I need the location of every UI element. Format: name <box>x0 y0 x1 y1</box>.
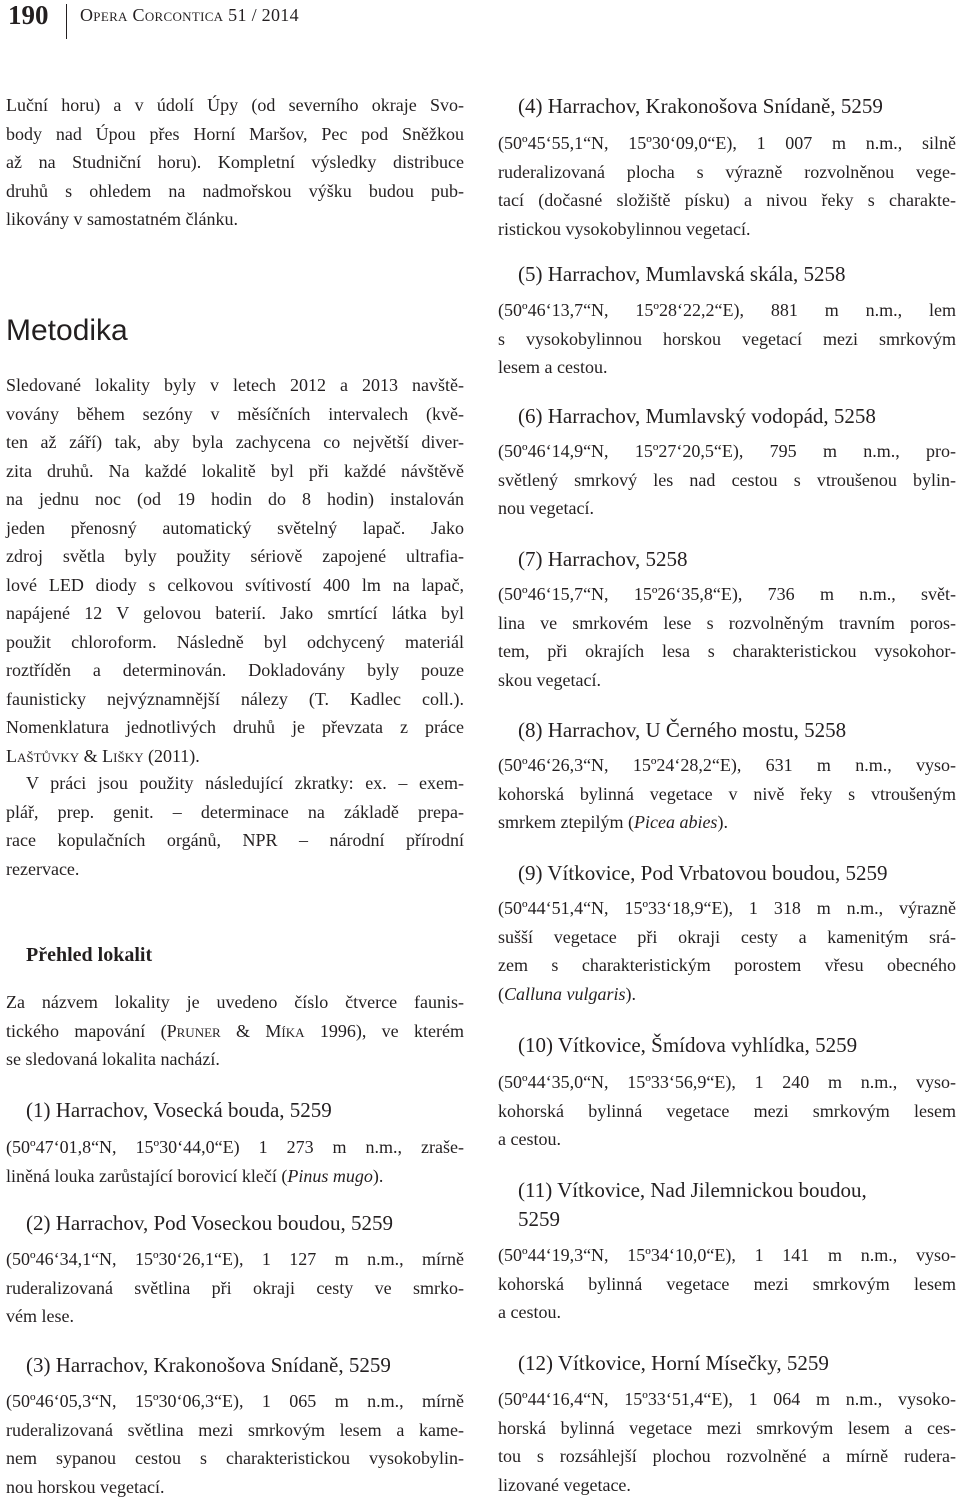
text-line: likovány v samostatném článku. <box>6 205 464 234</box>
text-line: kohorská bylinná vegetace mezi smrkovým lesem <box>498 1097 956 1126</box>
author-lastuvky: Laštůvky <box>6 746 79 766</box>
text-line: kohorská bylinná vegetace v nivě řeky s vtroušeným <box>498 780 956 809</box>
text-line: jeden přenosný automatický světelný lapač. Jako <box>6 514 464 543</box>
text-line: plář, prep. genit. – determinace na základě prepa- <box>6 798 464 827</box>
text-fragment: smrkem ztepilým ( <box>498 812 634 832</box>
text-fragment: ). <box>717 812 728 832</box>
text-line: nou vegetací. <box>498 494 956 523</box>
text-line: faunisticky nejvýznamnější nálezy (T. Kadlec coll.). <box>6 685 464 714</box>
locality-12-title: (12) Vítkovice, Horní Mísečky, 5259 <box>518 1349 829 1378</box>
text-line <box>498 808 956 837</box>
text-line: (50º46‘05,3“N, 15º30‘06,3“E), 1 065 m n.m., mírně <box>6 1387 464 1416</box>
species-name: Picea abies <box>634 812 717 832</box>
locality-6-title: (6) Harrachov, Mumlavský vodopád, 5258 <box>518 402 876 431</box>
text-line: (50º45‘55,1“N, 15º30‘09,0“E), 1 007 m n.m., silně <box>498 129 956 158</box>
text-fragment: ). <box>626 984 637 1004</box>
text-line: a cestou. <box>498 1298 956 1327</box>
header-divider <box>66 4 67 39</box>
citation-year: (2011). <box>148 746 200 766</box>
section-heading-prehled: Přehled lokalit <box>26 941 152 969</box>
text-line: světlený smrkový les nad cestou s vtroušenou bylin- <box>498 466 956 495</box>
locality-2-title: (2) Harrachov, Pod Voseckou boudou, 5259 <box>26 1209 393 1238</box>
text-line: a cestou. <box>498 1125 956 1154</box>
abbreviations-paragraph <box>6 769 464 883</box>
locality-8-title: (8) Harrachov, U Černého mostu, 5258 <box>518 716 846 745</box>
section-heading-metodika: Metodika <box>6 313 128 349</box>
text-line: (50º44‘35,0“N, 15º33‘56,9“E), 1 240 m n.m., vyso- <box>498 1068 956 1097</box>
text-line: až na Studniční horu). Kompletní výsledky distribuce <box>6 148 464 177</box>
text-line: na jednu noc (od 19 hodin do 8 hodin) instalován <box>6 485 464 514</box>
text-line: nou horskou vegetací. <box>6 1473 464 1501</box>
locality-11-description <box>498 1241 956 1327</box>
metodika-paragraph <box>6 371 464 770</box>
text-line: (50º47‘01,8“N, 15º30‘44,0“E) 1 273 m n.m., zraše- <box>6 1133 464 1162</box>
text-fragment: 1996), ve kterém <box>305 1021 464 1041</box>
locality-5-title: (5) Harrachov, Mumlavská skála, 5258 <box>518 260 846 289</box>
locality-4-title: (4) Harrachov, Krakonošova Snídaně, 5259 <box>518 92 883 121</box>
text-line: body nad Úpou přes Horní Maršov, Pec pod Sněžkou <box>6 120 464 149</box>
locality-10-description <box>498 1068 956 1154</box>
journal-title: Opera Corcontica 51 / 2014 <box>80 3 299 27</box>
text-line: ruderalizovaná světlina při okraji cesty ve smrko- <box>6 1274 464 1303</box>
text-line <box>6 1162 464 1191</box>
locality-11-title: (11) Vítkovice, Nad Jilemnickou boudou, <box>518 1176 867 1205</box>
text-line: race kopulačních orgánů, NPR – národní přírodní <box>6 826 464 855</box>
author-lisky: Lišky <box>102 746 143 766</box>
locality-12-description <box>498 1385 956 1499</box>
text-line: ristickou vysokobylinnou vegetací. <box>498 215 956 244</box>
text-line: (50º46‘26,3“N, 15º24‘28,2“E), 631 m n.m., vyso- <box>498 751 956 780</box>
ampersand: & <box>84 746 98 766</box>
citation-line <box>6 742 464 771</box>
locality-11-title-cont: 5259 <box>518 1205 560 1234</box>
text-line: (50º46‘15,7“N, 15º26‘35,8“E), 736 m n.m., svět- <box>498 580 956 609</box>
page-number: 190 <box>8 0 49 30</box>
text-line: skou vegetací. <box>498 666 956 695</box>
text-fragment: ). <box>373 1166 384 1186</box>
locality-8-description <box>498 751 956 837</box>
text-line: (50º44‘51,4“N, 15º33‘18,9“E), 1 318 m n.m., výrazně <box>498 894 956 923</box>
text-line: tou s rozsáhlejší plochou rozvolněné a mírně rudera- <box>498 1442 956 1471</box>
intro-paragraph <box>6 91 464 234</box>
ampersand: & <box>221 1021 266 1041</box>
locality-9-title: (9) Vítkovice, Pod Vrbatovou boudou, 5259 <box>518 859 888 888</box>
text-line: tací (dočasné složiště písku) a nivou řeky s charakte- <box>498 186 956 215</box>
text-line: horská bylinná vegetace mezi smrkovým lesem a ces- <box>498 1414 956 1443</box>
author-mika: Míka <box>265 1021 304 1041</box>
locality-5-description <box>498 296 956 382</box>
text-line: rezervace. <box>6 855 464 884</box>
text-line: (50º44‘16,4“N, 15º33‘51,4“E), 1 064 m n.m., vysoko- <box>498 1385 956 1414</box>
locality-1-title: (1) Harrachov, Vosecká bouda, 5259 <box>26 1096 332 1125</box>
text-line: (50º46‘13,7“N, 15º28‘22,2“E), 881 m n.m., lem <box>498 296 956 325</box>
text-line: kohorská bylinná vegetace mezi smrkovým lesem <box>498 1270 956 1299</box>
locality-6-description <box>498 437 956 523</box>
text-fragment: tického mapování ( <box>6 1021 167 1041</box>
text-line: vém lese. <box>6 1302 464 1331</box>
species-name: Pinus mugo <box>287 1166 373 1186</box>
text-line: napájené 12 V gelovou baterií. Jako smrtící látka byl <box>6 599 464 628</box>
text-fragment: ( <box>498 984 504 1004</box>
text-line: lové LED diody s celkovou svítivostí 400 lm na lapač, <box>6 571 464 600</box>
text-line: použit chloroform. Následně byl odchycený materiál <box>6 628 464 657</box>
text-line: sušší vegetace při okraji cesty a kamenitým srá- <box>498 923 956 952</box>
text-line: (50º46‘14,9“N, 15º27‘20,5“E), 795 m n.m., pro- <box>498 437 956 466</box>
text-line: roztříděn a determinován. Dokladovány byly pouze <box>6 656 464 685</box>
locality-1-description <box>6 1133 464 1190</box>
text-line: ruderalizovaná plocha s výrazně rozvolněnou vege- <box>498 158 956 187</box>
text-line: lesem a cestou. <box>498 353 956 382</box>
text-line: nem sypanou cestou s charakteristickou vysokobylin- <box>6 1444 464 1473</box>
text-line: s vysokobylinnou horskou vegetací mezi smrkovým <box>498 325 956 354</box>
text-line: Luční horu) a v údolí Úpy (od severního okraje Svo- <box>6 91 464 120</box>
prehled-paragraph <box>6 988 464 1074</box>
text-line: lizované vegetace. <box>498 1471 956 1500</box>
text-line: lina ve smrkovém lese s rozvolněným travním poros- <box>498 609 956 638</box>
text-line: Nomenklatura jednotlivých druhů je převzata z práce <box>6 713 464 742</box>
text-line: tem, při okrajích lesa s charakteristickou vysokohor- <box>498 637 956 666</box>
locality-7-title: (7) Harrachov, 5258 <box>518 545 688 574</box>
locality-4-description <box>498 129 956 243</box>
text-line: zem s charakteristickým porostem vřesu obecného <box>498 951 956 980</box>
locality-3-description <box>6 1387 464 1501</box>
text-line: druhů s ohledem na nadmořskou výšku budou pub- <box>6 177 464 206</box>
locality-9-description <box>498 894 956 1008</box>
text-line: Za názvem lokality je uvedeno číslo čtverce faunis- <box>6 988 464 1017</box>
page-header <box>0 0 960 50</box>
text-line: se sledovaná lokalita nachází. <box>6 1045 464 1074</box>
text-line: (50º46‘34,1“N, 15º30‘26,1“E), 1 127 m n.m., mírně <box>6 1245 464 1274</box>
locality-10-title: (10) Vítkovice, Šmídova vyhlídka, 5259 <box>518 1031 857 1060</box>
text-line: V práci jsou použity následující zkratky: ex. – exem- <box>6 769 464 798</box>
text-line: ruderalizovaná světlina mezi smrkovým lesem a kame- <box>6 1416 464 1445</box>
locality-7-description <box>498 580 956 694</box>
text-line: (50º44‘19,3“N, 15º34‘10,0“E), 1 141 m n.m., vyso- <box>498 1241 956 1270</box>
text-line: ten až září) tak, aby byla zachycena co největší diver- <box>6 428 464 457</box>
text-line <box>6 1017 464 1046</box>
author-pruner: Pruner <box>167 1021 221 1041</box>
locality-2-description <box>6 1245 464 1331</box>
text-line <box>498 980 956 1009</box>
locality-3-title: (3) Harrachov, Krakonošova Snídaně, 5259 <box>26 1351 391 1380</box>
text-fragment: liněná louka zarůstající borovicí klečí ( <box>6 1166 287 1186</box>
species-name: Calluna vulgaris <box>504 984 626 1004</box>
text-line: vovány během sezóny v měsíčních intervalech (kvě- <box>6 400 464 429</box>
text-line: Sledované lokality byly v letech 2012 a 2013 navště- <box>6 371 464 400</box>
text-line: zita druhů. Na každé lokalitě byl při každé návštěvě <box>6 457 464 486</box>
text-line: zdroj světla byly použity sériově zapojené ultrafia- <box>6 542 464 571</box>
